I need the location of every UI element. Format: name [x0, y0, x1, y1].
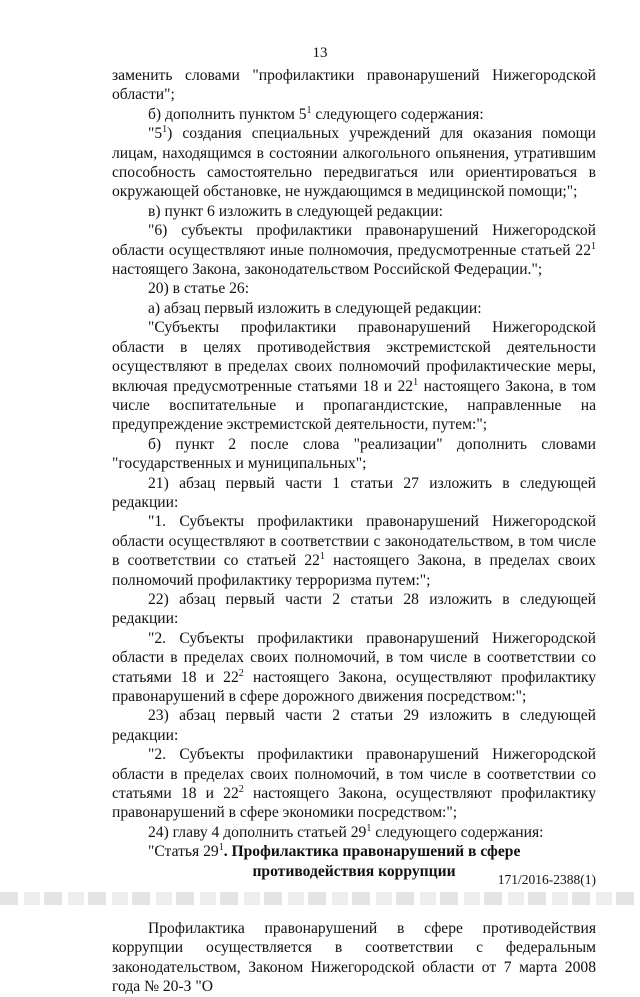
- paragraph-text: настоящего Закона, осуществляют профилактику правонарушений в сфере дорожного движения посредством:";: [112, 668, 597, 705]
- paragraph-text: настоящего Закона, в пределах своих полномочий профилактику терроризма путем:";: [112, 552, 596, 589]
- paragraph-text: следующего содержания:: [371, 823, 544, 841]
- article-title-line-1: Профилактика правонарушений в сфере: [231, 843, 521, 861]
- paragraph-text: следующего содержания:: [311, 105, 484, 123]
- paragraph: [112, 202, 596, 221]
- superscript: 1: [306, 104, 312, 116]
- paragraph: [112, 318, 596, 434]
- paragraph-text: 20) в статье 26:: [148, 280, 250, 298]
- paragraph: [112, 221, 596, 279]
- document-body: [112, 66, 596, 997]
- paragraph: [112, 919, 596, 997]
- paragraph-text: Профилактика правонарушений в сфере противодействия коррупции осуществляется в соответствии с федеральным законодательством, Законом Нижегородской области от 7 марта 2008 года № 20-З "О: [112, 920, 596, 996]
- paragraph: [112, 474, 596, 513]
- paragraph-text: 24) главу 4 дополнить статьей 29: [148, 823, 367, 841]
- paragraph-text: "5: [148, 125, 163, 143]
- document-code: 171/2016-2388(1): [497, 872, 596, 887]
- paragraph: [112, 124, 596, 202]
- paragraph-text: а) абзац первый изложить в следующей редакции:: [148, 299, 482, 317]
- paragraph: [112, 629, 596, 707]
- paragraph: [112, 279, 596, 298]
- paragraph: [112, 299, 596, 318]
- paragraph-text: настоящего Закона, в том числе воспитательные и пропагандистские, направленные на предупреждение экстремистской деятельности, путем:";: [112, 377, 596, 434]
- paragraph: [112, 512, 596, 590]
- paragraph-text: "2. Субъекты профилактики правонарушений Нижегородской области в пределах своих полномочий, в том числе в соответствии со статьями 18 и 22: [112, 746, 596, 803]
- page-number: 13: [312, 45, 328, 61]
- superscript: 1: [366, 822, 372, 834]
- article-number: "Статья 29: [148, 843, 219, 861]
- paragraph-text: настоящего Закона, законодательством Российской Федерации.";: [112, 261, 543, 279]
- paragraph-text: ) создания специальных учреждений для оказания помощи лицам, находящимся в состоянии алкогольного опьянения, утратившим способность самостоятельно передвигаться или ориентироваться в окружающей обстановке, не нуждающимся в медицинской помощи;";: [112, 125, 596, 201]
- paragraph: [112, 435, 596, 474]
- paragraph: [112, 706, 596, 745]
- paragraph: [112, 66, 596, 105]
- superscript: 2: [238, 783, 244, 795]
- paragraph-text: б) пункт 2 после слова "реализации" дополнить словами "государственных и муниципальных";: [112, 435, 596, 473]
- paragraph: [112, 745, 596, 823]
- paragraph-text: "2. Субъекты профилактики правонарушений Нижегородской области в пределах своих полномочий, в том числе в соответствии со статьями 18 и 22: [112, 629, 596, 686]
- superscript: 1: [413, 376, 419, 388]
- paragraph-text: 23) абзац первый части 2 статьи 29 изложить в следующей редакции:: [112, 707, 596, 744]
- paragraph-text: 22) абзац первый части 2 статьи 28 изложить в следующей редакции:: [112, 590, 596, 628]
- article-heading: [112, 842, 596, 861]
- paragraph-text: "Субъекты профилактики правонарушений Нижегородской области в целях противодействия экстремистской деятельности осуществляют в пределах своих полномочий профилактические меры, включая предусмотренные статьями 18 и 22: [112, 319, 596, 395]
- paragraph-text: б) дополнить пунктом 5: [148, 105, 307, 123]
- scan-artifact-strip: [0, 892, 640, 905]
- superscript: 1: [162, 124, 168, 136]
- paragraph: [112, 590, 596, 629]
- paragraph-text: настоящего Закона, осуществляют профилактику правонарушений в сфере экономики посредством:";: [112, 785, 597, 822]
- paragraph-text: в) пункт 6 изложить в следующей редакции:: [148, 202, 443, 220]
- paragraph-text: "6) субъекты профилактики правонарушений Нижегородской области осуществляют иные полномочия, предусмотренные статьей 22: [112, 222, 596, 259]
- paragraph-text: заменить словами "профилактики правонарушений Нижегородской области";: [112, 67, 596, 104]
- paragraph: [112, 105, 596, 124]
- superscript: 2: [238, 667, 244, 679]
- superscript: 1: [218, 842, 224, 854]
- article-title-line-2: противодействия коррупции: [252, 862, 456, 880]
- article-heading-dot: .: [223, 843, 232, 861]
- superscript: 1: [591, 240, 596, 252]
- paragraph-text: 21) абзац первый части 1 статьи 27 изложить в следующей редакции:: [112, 474, 596, 511]
- paragraph: [112, 823, 596, 842]
- paragraph-text: "1. Субъекты профилактики правонарушений Нижегородской области осуществляют в соответствии с законодательством, в том числе в соответствии со статьей 22: [112, 513, 596, 570]
- superscript: 1: [319, 550, 325, 562]
